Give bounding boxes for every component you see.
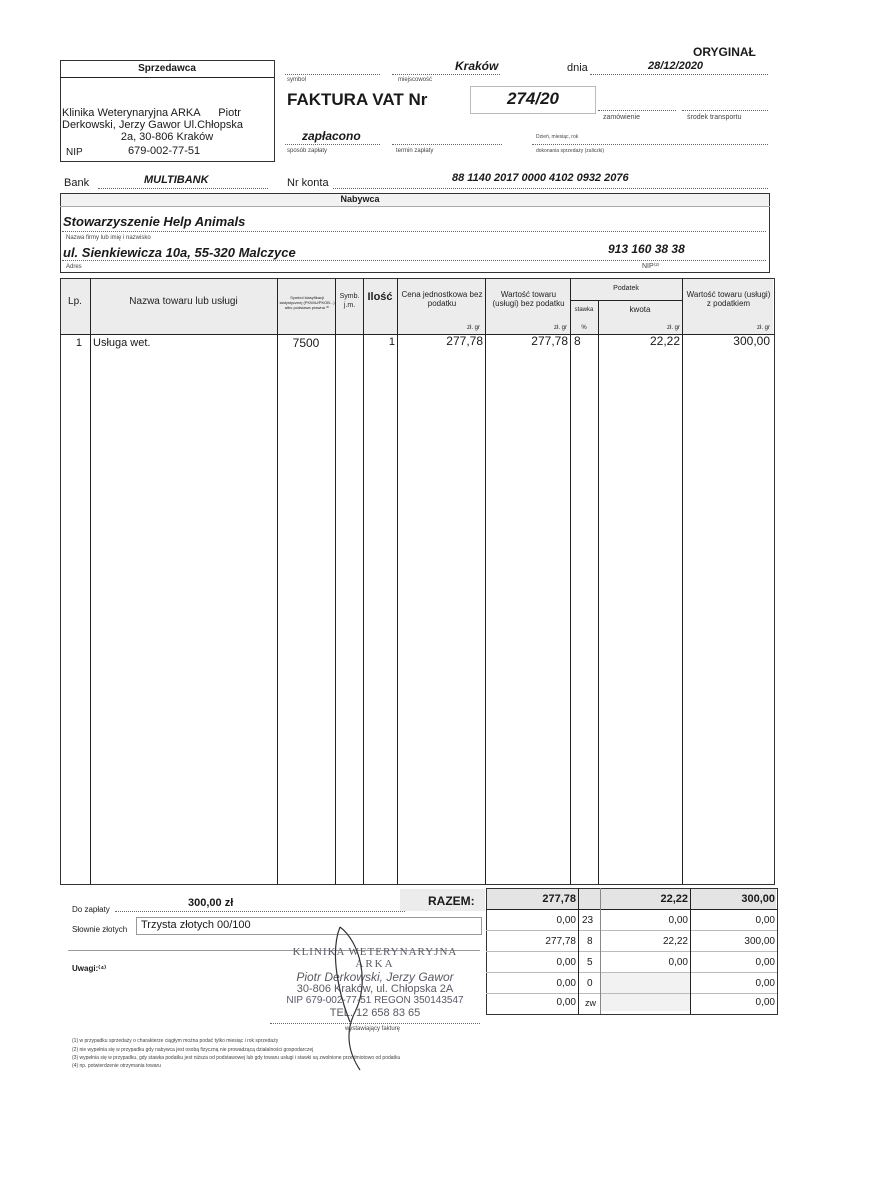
razem-label: RAZEM: — [428, 894, 475, 908]
razem-net: 277,78 — [542, 893, 576, 905]
items-table — [60, 278, 775, 885]
buyer-nip: 913 160 38 38 — [608, 242, 685, 256]
col-header-tax: Podatek — [613, 285, 639, 292]
words-label: Słownie złotych — [72, 925, 128, 934]
order-caption: zamówienie — [603, 114, 640, 121]
seller-line-3: 2a, 30-806 Kraków — [120, 131, 214, 143]
col-header-gross: Wartość towaru (usługi) z podatkiem — [686, 290, 771, 308]
stamp-line-4: 30-806 Kraków, ul. Chłopska 2A — [296, 983, 454, 995]
row-name: Usługa wet. — [93, 337, 151, 349]
seller-line-1: Klinika Weterynaryjna ARKA Piotr — [62, 107, 241, 119]
footnote-1: (1) w przypadku sprzedaży o charakterze ciągłym można podać tylko miesiąc i rok sprzedaży — [72, 1038, 279, 1044]
breakdown-net: 0,00 — [556, 997, 576, 1008]
col-header-net: Wartość towaru (usługi) bez podatku — [492, 290, 565, 308]
sale-date-caption-1: Dzień, miesiąc, rok — [536, 134, 579, 140]
seller-nip: 679-002-77-51 — [128, 145, 201, 157]
invoice-date: 28/12/2020 — [648, 60, 704, 72]
stamp-line-3: Piotr Derkowski, Jerzy Gawor — [296, 970, 454, 984]
breakdown-net: 0,00 — [556, 978, 576, 989]
to-pay-amount: 300,00 zł — [188, 897, 234, 909]
seller-heading: Sprzedawca — [138, 63, 196, 74]
buyer-name: Stowarzyszenie Help Animals — [63, 214, 246, 229]
col-header-amount: kwota — [629, 305, 651, 314]
unit-zl-gr-net: zł. gr — [553, 325, 567, 331]
breakdown-gross: 0,00 — [755, 957, 775, 968]
seller-nip-label: NIP — [66, 147, 83, 158]
account-label: Nr konta — [287, 177, 329, 189]
buyer-name-caption: Nazwa firmy lub imię i nazwisko — [66, 235, 151, 241]
footnote-4: (4) np. potwierdzenie otrzymania towaru — [72, 1063, 161, 1069]
payment-term-caption: termin zapłaty — [396, 148, 434, 154]
day-label: dnia — [567, 62, 588, 74]
breakdown-amount: 0,00 — [668, 915, 688, 926]
row-rate: 8 — [574, 334, 581, 348]
transport-caption: środek transportu — [687, 114, 742, 121]
row-price: 277,78 — [446, 334, 483, 348]
stamp-line-6: TEL. 12 658 83 65 — [329, 1007, 421, 1019]
unit-zl-gr-price: zł. gr — [466, 325, 480, 331]
breakdown-amount: 22,22 — [662, 936, 688, 947]
breakdown-rate: zw — [585, 998, 596, 1008]
payment-method: zapłacono — [302, 129, 361, 143]
row-net: 277,78 — [531, 334, 568, 348]
row-symbol: 7500 — [292, 336, 320, 350]
bank-name: MULTIBANK — [144, 174, 209, 186]
unit-percent: % — [581, 325, 587, 331]
razem-amount: 22,22 — [660, 893, 688, 905]
payment-method-caption: sposób zapłaty — [287, 148, 328, 154]
breakdown-rate: 8 — [587, 936, 593, 947]
razem-gross: 300,00 — [741, 893, 775, 905]
invoice-number: 274/20 — [507, 89, 559, 108]
signature-mark — [320, 922, 390, 1072]
sale-date-caption-2: dokonania sprzedaży (zaliczki) — [536, 148, 605, 154]
col-header-lp: Lp. — [68, 296, 82, 307]
unit-zl-gr-amount: zł. gr — [666, 325, 680, 331]
symbol-caption: symbol — [287, 77, 307, 83]
footnote-3: (3) wypełnia się w przypadku, gdy stawka podatku jest niższa od podstawowej lub gdy towaru usługi i stawki są zwolnione przedmiotowo od podatku — [72, 1055, 401, 1061]
row-qty: 1 — [388, 336, 395, 348]
to-pay-label: Do zapłaty — [72, 905, 110, 914]
footnote-2: (2) nie wypełnia się w przypadku gdy nabywca jest osobą fizyczną nie prowadzącą działalności gospodarczej — [72, 1047, 314, 1053]
buyer-address: ul. Sienkiewicza 10a, 55-320 Malczyce — [63, 245, 296, 260]
col-header-qty: Ilość — [367, 291, 393, 303]
breakdown-rate: 5 — [587, 957, 593, 968]
amount-in-words: Trzysta złotych 00/100 — [141, 919, 251, 931]
row-amount: 22,22 — [649, 334, 680, 348]
row-gross: 300,00 — [733, 334, 770, 348]
city-caption: miejscowość — [398, 77, 433, 83]
breakdown-rate: 0 — [587, 978, 593, 989]
breakdown-gross: 300,00 — [744, 936, 775, 947]
col-header-rate: stawka — [574, 307, 594, 313]
breakdown-net: 277,78 — [545, 936, 576, 947]
account-number: 88 1140 2017 0000 4102 0932 2076 — [452, 172, 629, 184]
issuer-caption: wystawiający fakturę — [345, 1026, 401, 1032]
row-lp: 1 — [75, 337, 82, 349]
breakdown-rate: 23 — [582, 915, 594, 926]
col-header-unit: Symb. j.m. — [339, 293, 360, 309]
col-header-name: Nazwa towaru lub usługi — [129, 296, 238, 307]
col-header-price: Cena jednostkowa bez podatku — [401, 290, 483, 308]
breakdown-net: 0,00 — [556, 915, 576, 926]
bank-label: Bank — [64, 177, 90, 189]
breakdown-gross: 0,00 — [755, 978, 775, 989]
buyer-heading: Nabywca — [340, 194, 380, 204]
invoice-title: FAKTURA VAT Nr — [287, 90, 428, 109]
original-label: ORYGINAŁ — [693, 45, 756, 59]
city: Kraków — [455, 59, 499, 73]
breakdown-net: 0,00 — [556, 957, 576, 968]
unit-zl-gr-gross: zł. gr — [756, 325, 770, 331]
buyer-address-caption: Adres — [66, 264, 82, 270]
breakdown-gross: 0,00 — [755, 915, 775, 926]
buyer-nip-caption: NIP⁽²⁾ — [642, 263, 660, 270]
col-header-symbol: Symbol klasyfikacji statystycznej (PKWiU/PKOB...) albo podstawa prawna ⁽³⁾ — [279, 295, 335, 310]
notes-label: Uwagi:⁽⁴⁾ — [72, 964, 107, 973]
breakdown-gross: 0,00 — [755, 997, 775, 1008]
breakdown-amount: 0,00 — [668, 957, 688, 968]
stamp-line-5: NIP 679-002-77-51 REGON 350143547 — [286, 995, 464, 1006]
stamp-line-2: ARKA — [355, 958, 395, 970]
stamp-line-1: KLINIKA WETERYNARYJNA — [292, 946, 458, 958]
seller-line-2: Derkowski, Jerzy Gawor Ul.Chłopska — [62, 119, 243, 131]
